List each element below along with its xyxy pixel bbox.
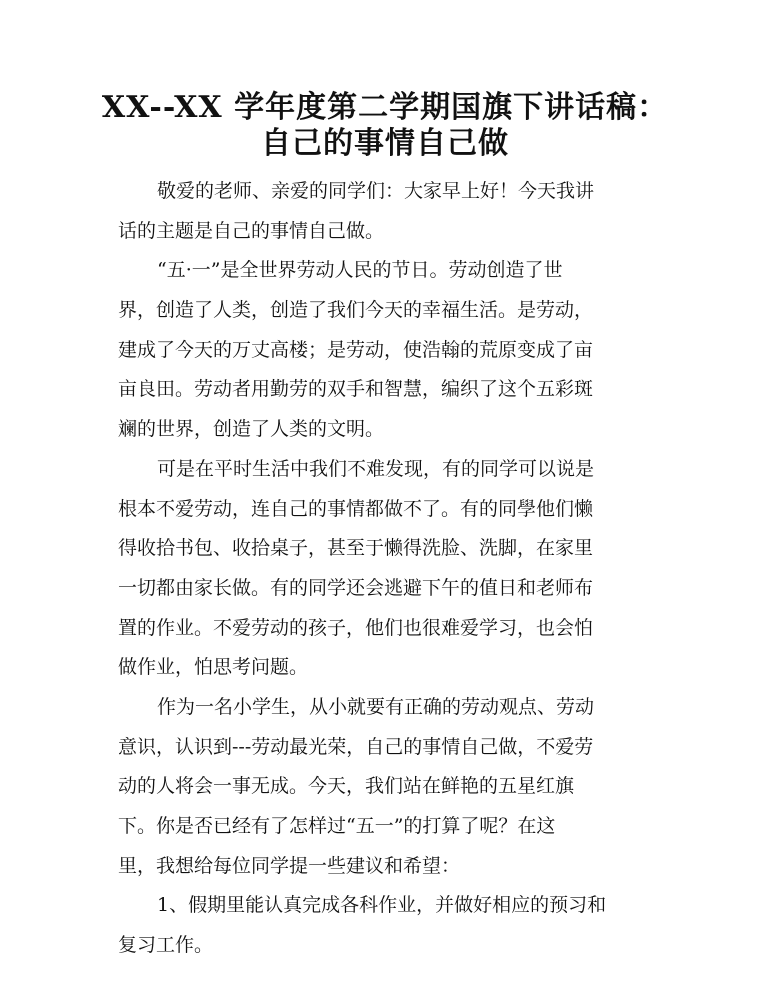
text-line: 敬爱的老师、亲爱的同学们：大家早上好！今天我讲 xyxy=(157,180,595,202)
text-line: “五·一”是全世界劳动人民的节日。劳动创造了世 xyxy=(157,259,563,282)
text-line: 里，我想给每位同学提一些建议和希望： xyxy=(118,854,461,877)
text-line: 做作业，怕思考问题。 xyxy=(118,656,309,679)
text-line: 亩良田。劳动者用勤劳的双手和智慧，编织了这个五彩斑 xyxy=(118,378,594,401)
text-line: 可是在平时生活中我们不难发现，有的同学可以说是 xyxy=(157,457,595,480)
title-line-2: 自己的事情自己做 xyxy=(261,126,509,161)
title-line-1: XX--XX 学年度第二学期国旗下讲话稿： xyxy=(101,90,669,125)
text-line: 话的主题是自己的事情自己做。 xyxy=(118,219,385,242)
paragraph-problem xyxy=(118,450,658,688)
text-line: 置的作业。不爱劳动的孩子，他们也很难爱学习，也会怕 xyxy=(118,616,594,639)
paragraph-greeting xyxy=(118,172,658,251)
paragraph-suggestion-1 xyxy=(118,886,658,965)
text-line: 意识，认识到---劳动最光荣，自己的事情自己做，不爱劳 xyxy=(118,735,594,758)
text-line: 下。你是否已经有了怎样过“五一”的打算了呢？在这 xyxy=(118,815,556,837)
text-line: 界，创造了人类，创造了我们今天的幸福生活。是劳动， xyxy=(118,299,594,322)
paragraph-labor-day xyxy=(118,251,658,449)
text-line: 作为一名小学生，从小就要有正确的劳动观点、劳动 xyxy=(157,695,595,718)
document-body xyxy=(118,172,658,966)
text-line: 复习工作。 xyxy=(118,934,214,957)
paragraph-student-duty xyxy=(118,688,658,886)
text-line: 动的人将会一事无成。今天，我们站在鲜艳的五星红旗 xyxy=(118,775,575,798)
text-line: 1、假期里能认真完成各科作业，并做好相应的预习和 xyxy=(157,894,607,917)
text-line: 斓的世界，创造了人类的文明。 xyxy=(118,418,385,441)
text-line: 建成了今天的万丈高楼；是劳动，使浩翰的荒原变成了亩 xyxy=(118,338,594,361)
text-line: 得收拾书包、收拾桌子，甚至于懒得洗脸、洗脚，在家里 xyxy=(118,537,594,560)
text-line: 根本不爱劳动，连自己的事情都做不了。有的同學他们懒 xyxy=(118,497,594,520)
text-line: 一切都由家长做。有的同学还会逃避下午的值日和老师布 xyxy=(118,576,594,599)
